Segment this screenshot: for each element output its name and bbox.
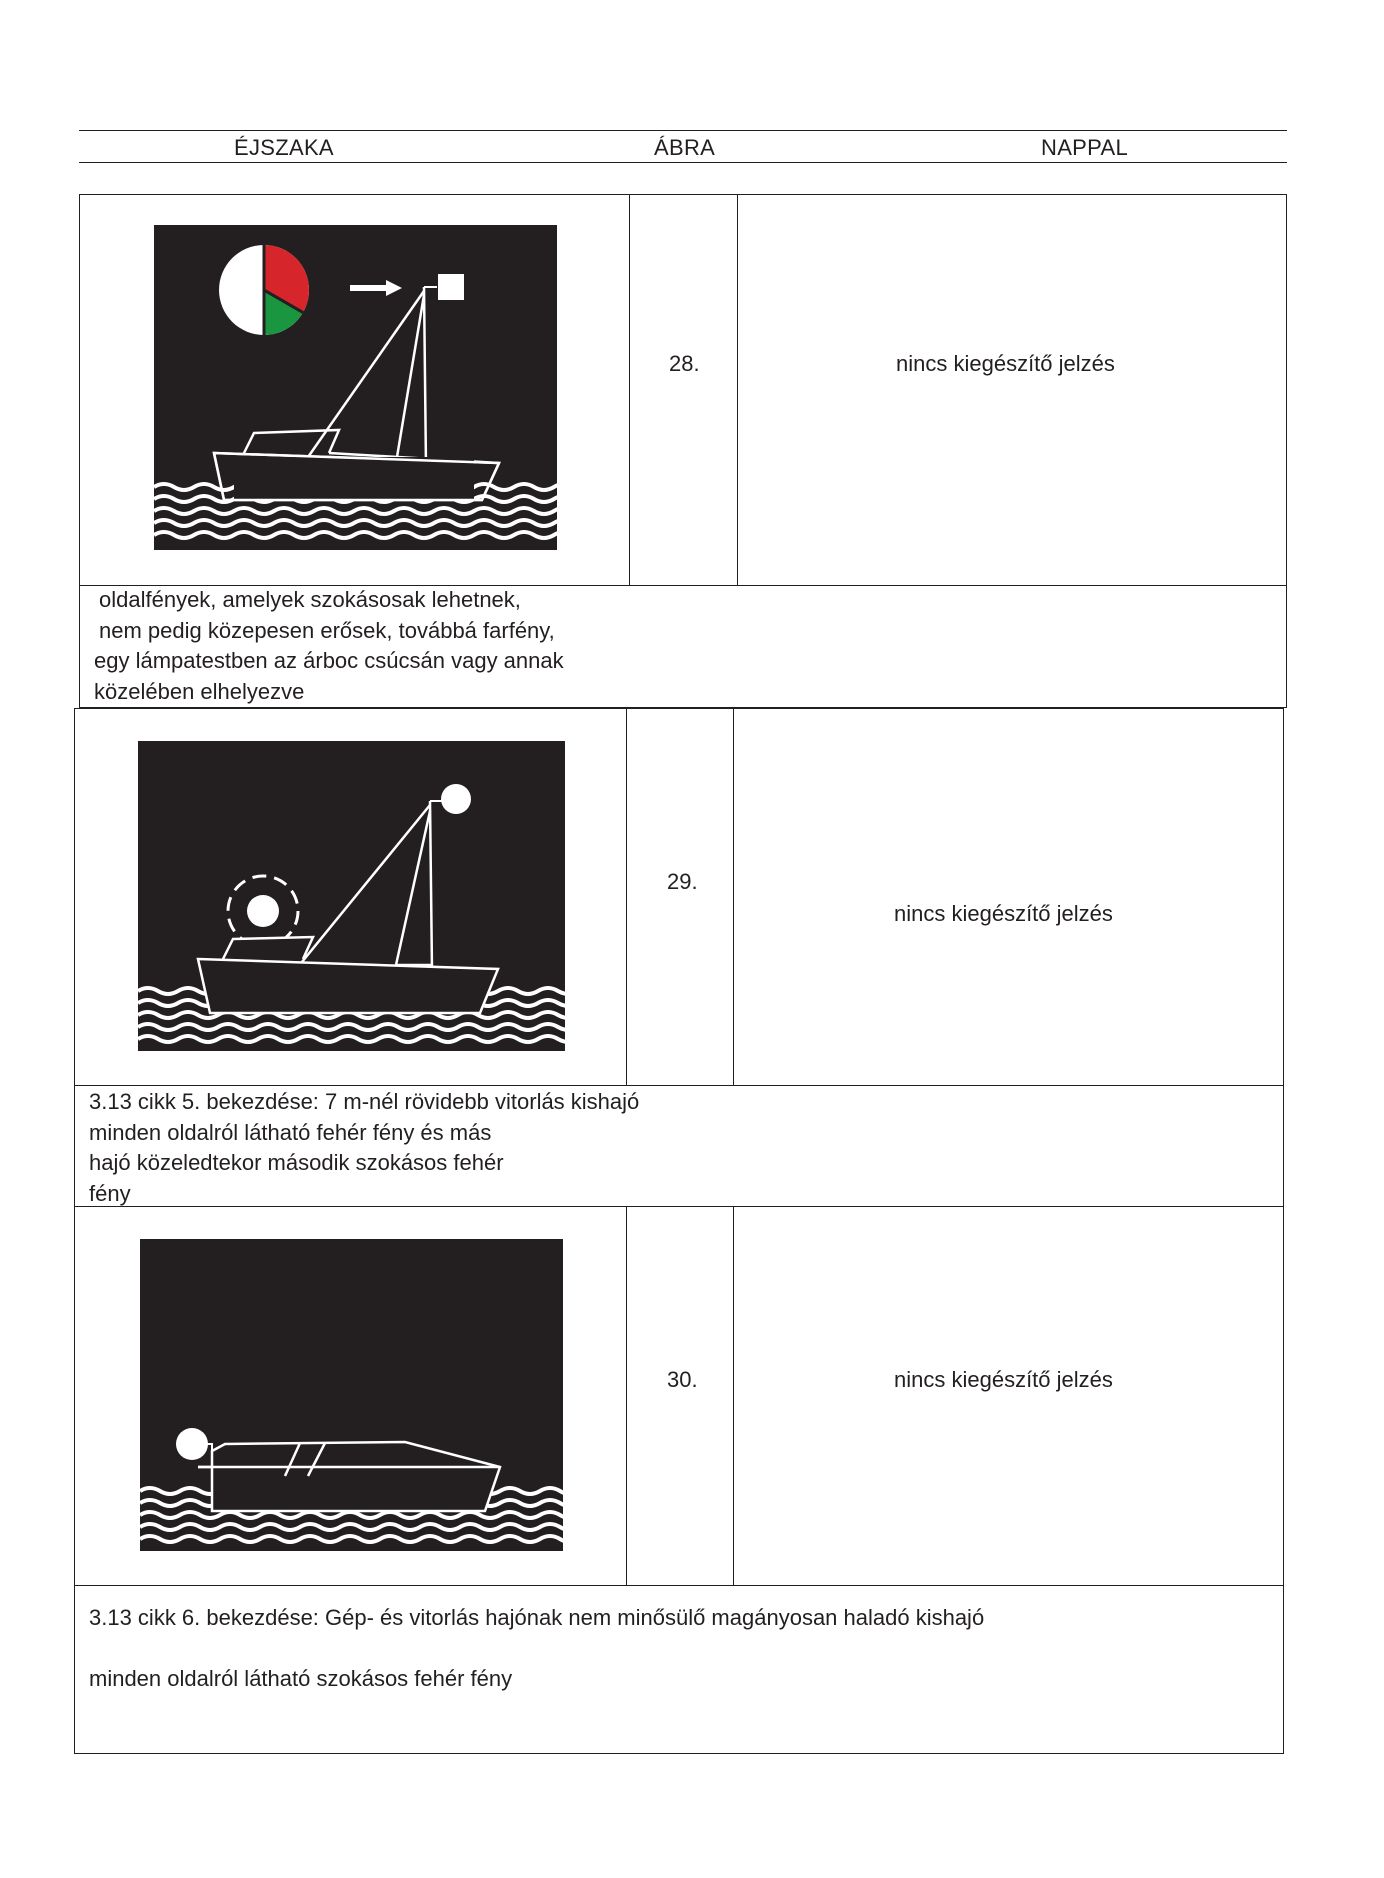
daytime-signal-text: nincs kiegészítő jelzés — [894, 1367, 1113, 1392]
column-divider — [737, 195, 738, 585]
caption-line: 3.13 cikk 6. bekezdése: Gép- és vitorlás hajónak nem minősülő magányosan haladó kishajó — [89, 1605, 985, 1630]
header-day: NAPPAL — [1041, 135, 1128, 160]
column-divider — [733, 709, 734, 1085]
header-bottom-rule — [79, 162, 1287, 163]
daytime-signal-text: nincs kiegészítő jelzés — [894, 901, 1113, 926]
column-divider — [629, 195, 630, 585]
column-divider — [733, 1207, 734, 1585]
caption-line: közelében elhelyezve — [94, 678, 305, 704]
column-divider — [626, 709, 627, 1085]
caption-line: nem pedig közepesen erősek, továbbá farfény, — [99, 617, 555, 643]
sailboat-with-combined-lantern-illustration — [154, 225, 557, 550]
figure-28-block — [79, 194, 1287, 708]
caption-line: minden oldalról látható szokásos fehér fény — [89, 1666, 513, 1691]
motorless-small-boat-with-white-light-illustration — [140, 1239, 563, 1551]
caption-line — [89, 1634, 984, 1665]
daytime-signal-text: nincs kiegészítő jelzés — [896, 351, 1115, 376]
header-figure: ÁBRA — [654, 135, 716, 160]
column-divider — [626, 1207, 627, 1585]
caption-line: egy lámpatestben az árboc csúcsán vagy annak — [94, 648, 564, 673]
header-night: ÉJSZAKA — [234, 135, 334, 160]
figure-number: 28. — [669, 351, 700, 376]
caption-line: 3.13 cikk 5. bekezdése: 7 m-nél rövidebb vitorlás kishajó — [89, 1089, 640, 1114]
figure-30-block — [74, 1206, 1284, 1754]
figure-29-block — [74, 708, 1284, 1208]
header-top-rule — [79, 130, 1287, 131]
caption-line: hajó közeledtekor második szokásos fehér — [89, 1150, 504, 1175]
night-illustration-28 — [154, 225, 557, 550]
caption-line: fény — [89, 1180, 131, 1206]
figure-number: 30. — [667, 1367, 698, 1392]
night-illustration-30 — [140, 1239, 563, 1551]
caption-line: minden oldalról látható fehér fény és más — [89, 1119, 492, 1145]
figure-caption — [89, 1087, 639, 1209]
sailboat-with-two-white-lights-illustration — [138, 741, 565, 1051]
caption-line: oldalfények, amelyek szokásosak lehetnek, — [99, 587, 521, 612]
night-illustration-29 — [138, 741, 565, 1051]
row-divider — [75, 1085, 1283, 1086]
figure-number: 29. — [667, 869, 698, 894]
figure-caption — [89, 1603, 984, 1695]
row-divider — [75, 1585, 1283, 1586]
figure-caption — [94, 585, 564, 707]
